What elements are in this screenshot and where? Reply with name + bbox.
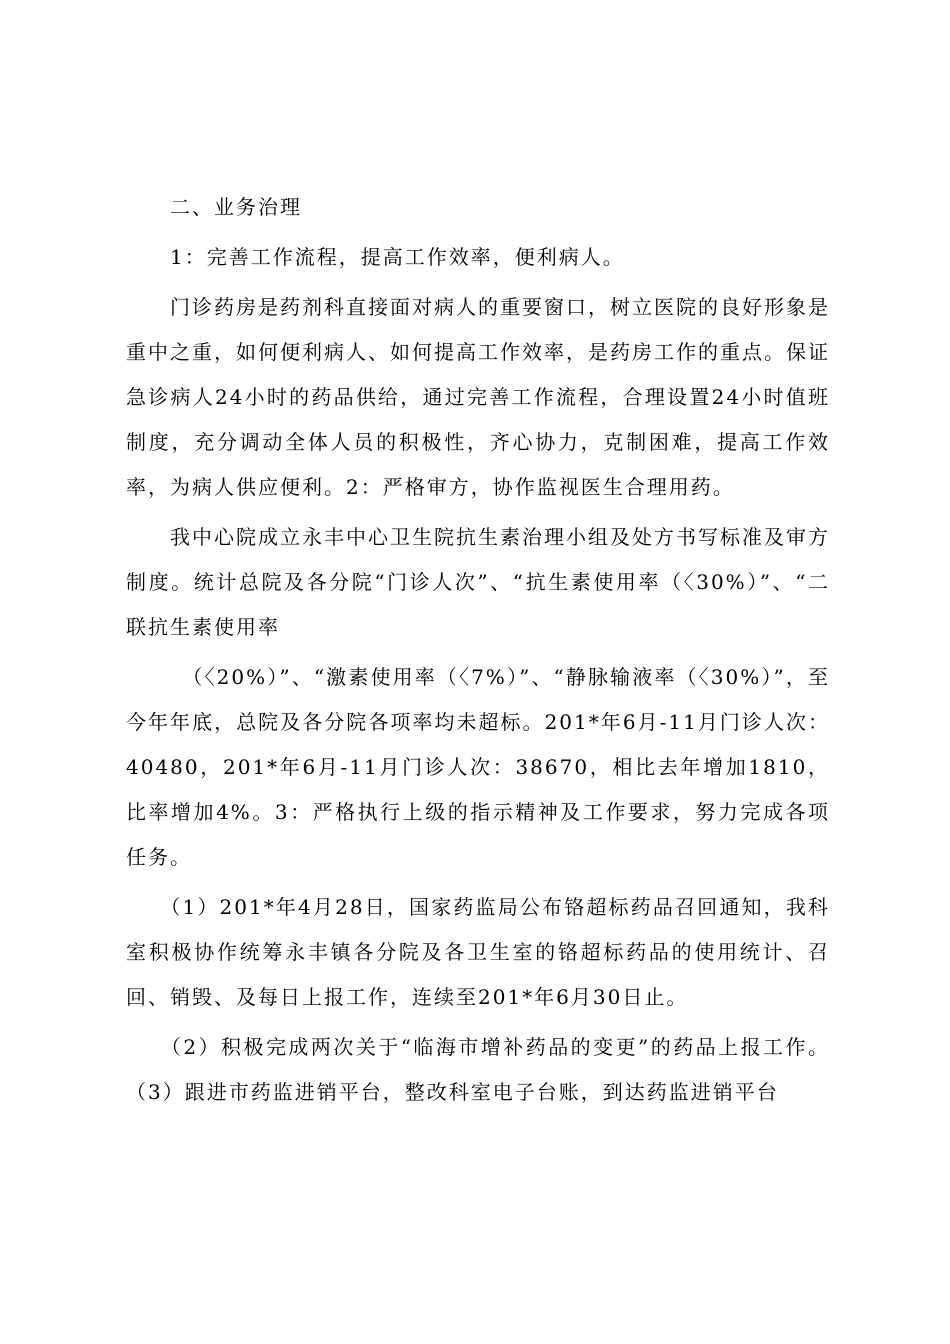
document-body: [126, 185, 830, 1115]
paragraph-pharmacy: 门诊药房是药剂科直接面对病人的重要窗口，树立医院的良好形象是重中之重，如何便利病人、如何提高工作效率，是药房工作的重点。保证急诊病人24小时的药品供给，通过完善工作流程，合理设置24小时值班制度，充分调动全体人员的积极性，齐心协力，克制困难，提高工作效率，为病人供应便利。2：严格审方，协作监视医生合理用药。: [126, 295, 830, 499]
paragraph-antibiotics: 我中心院成立永丰中心卫生院抗生素治理小组及处方书写标准及审方制度。统计总院及各分院“门诊人次”、“抗生素使用率（〈30%）”、“二联抗生素使用率: [126, 525, 830, 639]
paragraph-statistics: （〈20%）”、“激素使用率（〈7%）”、“静脉输液率（〈30%）”，至今年年底，总院及各分院各项率均未超标。201*年6月-11月门诊人次：40480，201*年6月-11月门诊人次：38670，相比去年增加1810，比率增加4%。3：严格执行上级的指示精神及工作要求，努力完成各项任务。: [126, 665, 830, 869]
subheading-workflow: 1：完善工作流程，提高工作效率，便利病人。: [126, 245, 625, 269]
paragraph-reporting: （2）积极完成两次关于“临海市增补药品的变更”的药品上报工作。（3）跟进市药监进销平台，整改科室电子台账，到达药监进销平台: [126, 1035, 830, 1104]
paragraph-recall: （1）201*年4月28日，国家药监局公布铬超标药品召回通知，我科室积极协作统筹永丰镇各分院及各卫生室的铬超标药品的使用统计、召回、销毁、及每日上报工作，连续至201*年6月30日止。: [126, 895, 830, 1009]
section-heading: 二、业务治理: [126, 195, 302, 219]
